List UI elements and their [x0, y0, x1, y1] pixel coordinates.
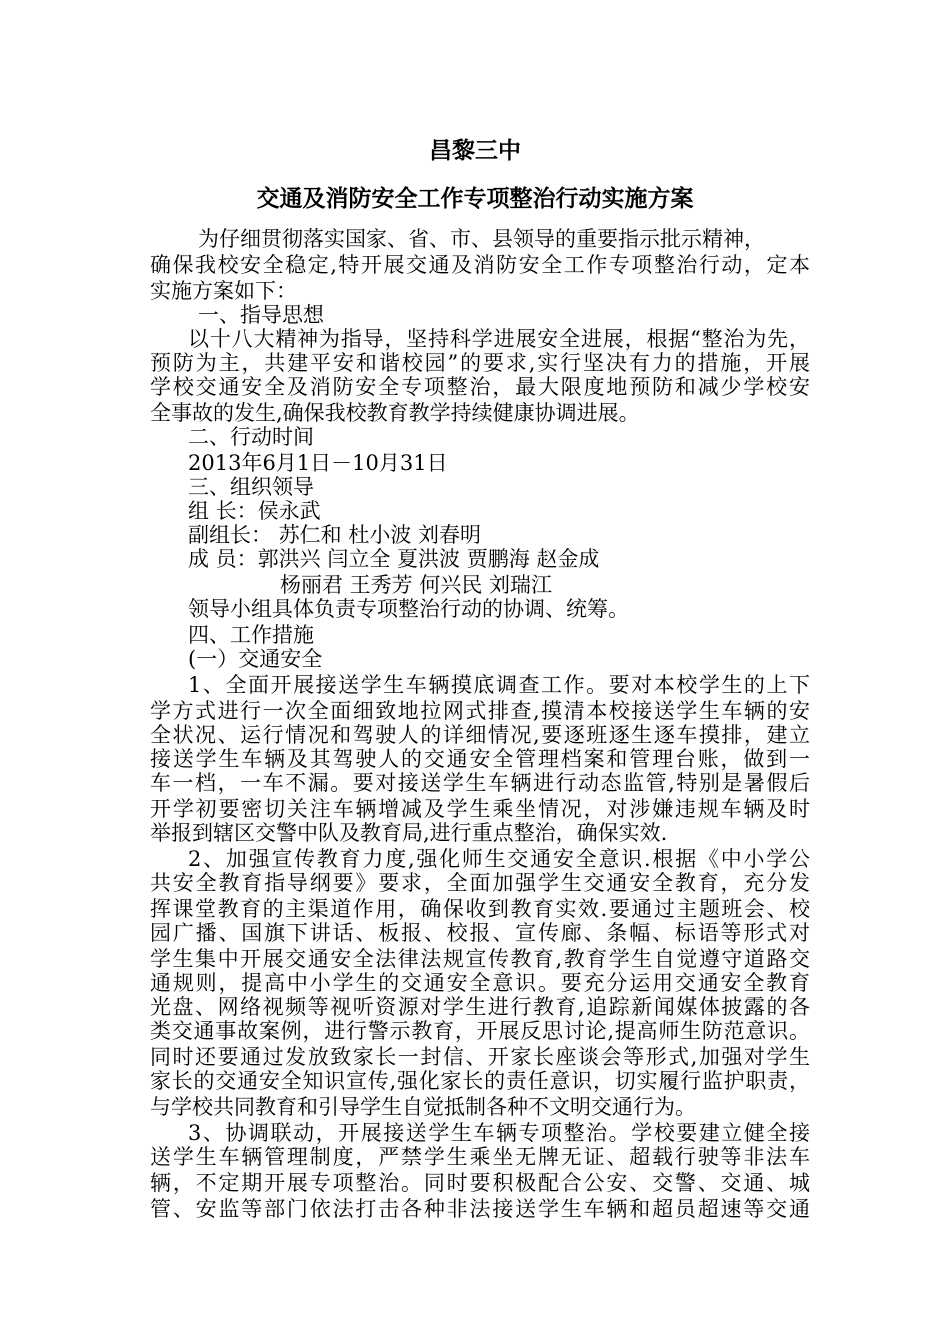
body-line: 家长的交通安全知识宣传,强化家长的责任意识，切实履行监护职责，: [150, 1069, 810, 1093]
body-line: 确保我校安全稳定,特开展交通及消防安全工作专项整治行动，定本: [150, 253, 810, 277]
body-line: 为仔细贯彻落实国家、省、市、县领导的重要指示批示精神，: [198, 227, 765, 251]
body-line: 举报到辖区交警中队及教育局,进行重点整治，确保实效.: [150, 821, 668, 845]
body-line: 与学校共同教育和引导学生自觉抵制各种不文明交通行为。: [150, 1095, 696, 1119]
body-line: 预防为主，共建平安和谐校园”的要求,实行坚决有力的措施，开展: [150, 351, 810, 375]
body-line: 杨丽君 王秀芳 何兴民 刘瑞江: [280, 573, 553, 597]
body-line: 三、组织领导: [188, 475, 314, 499]
body-line: 四、工作措施: [188, 623, 314, 647]
body-line: 辆，不定期开展专项整治。同时要积极配合公安、交警、交通、城: [150, 1171, 810, 1195]
body-line: (一）交通安全: [188, 647, 323, 671]
body-line: 成 员：郭洪兴 闫立全 夏洪波 贾鹏海 赵金成: [188, 547, 600, 571]
body-line: 2013年6月1日－10月31日: [188, 451, 448, 475]
body-line: 园广播、国旗下讲话、板报、校报、宣传廊、条幅、标语等形式对: [150, 921, 810, 945]
body-line: 同时还要通过发放致家长一封信、开家长座谈会等形式,加强对学生: [150, 1045, 810, 1069]
body-line: 副组长： 苏仁和 杜小波 刘春明: [188, 523, 482, 547]
document-title: 交通及消防安全工作专项整治行动实施方案: [256, 185, 694, 212]
body-line: 挥课堂教育的主渠道作用，确保收到教育实效.要通过主题班会、校: [150, 897, 810, 921]
body-line: 以十八大精神为指导，坚持科学进展安全进展，根据“整治为先，: [188, 327, 810, 351]
body-line: 学校交通安全及消防安全专项整治，最大限度地预防和减少学校安: [150, 375, 810, 399]
body-line: 领导小组具体负责专项整治行动的协调、统筹。: [188, 597, 629, 621]
body-line: 3、协调联动，开展接送学生车辆专项整治。学校要建立健全接: [188, 1121, 810, 1145]
body-line: 送学生车辆管理制度，严禁学生乘坐无牌无证、超载行驶等非法车: [150, 1145, 810, 1169]
body-line: 接送学生车辆及其驾驶人的交通安全管理档案和管理台账，做到一: [150, 747, 810, 771]
body-line: 全事故的发生,确保我校教育教学持续健康协调进展。: [150, 401, 640, 425]
body-line: 管、安监等部门依法打击各种非法接送学生车辆和超员超速等交通: [150, 1197, 810, 1221]
body-line: 全状况、运行情况和驾驶人的详细情况,要逐班逐生逐车摸排，建立: [150, 723, 810, 747]
body-line: 通规则，提高中小学生的交通安全意识。要充分运用交通安全教育: [150, 971, 810, 995]
body-line: 实施方案如下：: [150, 279, 297, 303]
school-name: 昌黎三中: [429, 137, 521, 164]
body-line: 2、加强宣传教育力度,强化师生交通安全意识.根据《中小学公: [188, 847, 810, 871]
body-line: 组 长：侯永武: [188, 499, 321, 523]
body-line: 学生集中开展交通安全法律法规宣传教育,教育学生自觉遵守道路交: [150, 947, 810, 971]
body-line: 车一档，一车不漏。要对接送学生车辆进行动态监管,特别是暑假后: [150, 771, 810, 795]
body-line: 开学初要密切关注车辆增减及学生乘坐情况，对涉嫌违规车辆及时: [150, 797, 810, 821]
body-line: 一、指导思想: [198, 303, 324, 327]
body-line: 光盘、网络视频等视听资源对学生进行教育,追踪新闻媒体披露的各: [150, 995, 810, 1019]
body-line: 学方式进行一次全面细致地拉网式排查,摸清本校接送学生车辆的安: [150, 699, 810, 723]
body-line: 类交通事故案例，进行警示教育，开展反思讨论,提高师生防范意识。: [150, 1019, 810, 1043]
body-line: 共安全教育指导纲要》要求，全面加强学生交通安全教育，充分发: [150, 871, 810, 895]
body-line: 二、行动时间: [188, 425, 314, 449]
body-line: 1、全面开展接送学生车辆摸底调查工作。要对本校学生的上下: [188, 673, 810, 697]
